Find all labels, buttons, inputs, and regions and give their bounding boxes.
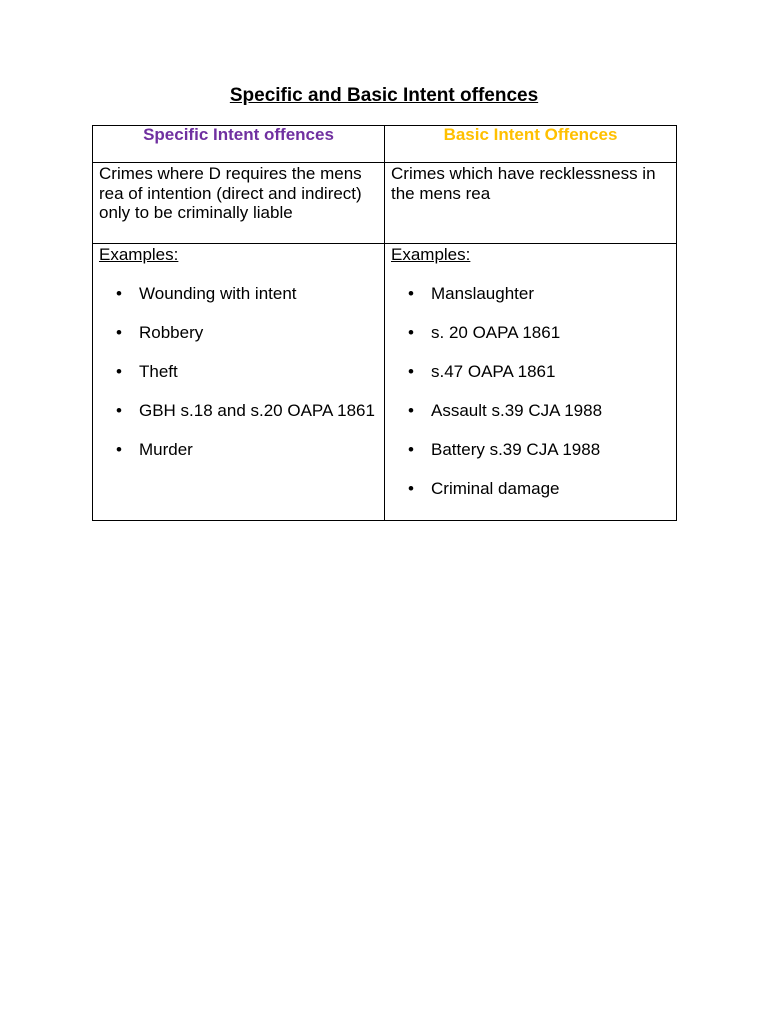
examples-label: Examples: [391,245,471,264]
list-item-text: Criminal damage [431,478,560,498]
bullet-icon: • [116,322,122,342]
table-description-row [93,163,677,244]
bullet-icon: • [408,283,414,303]
list-item-text: Theft [139,361,178,381]
bullet-icon: • [408,361,414,381]
basic-intent-description: Crimes which have recklessness in the mens rea [385,163,677,244]
offences-table [92,125,677,521]
table-header-row [93,126,677,163]
list-item [99,284,378,304]
specific-intent-examples-list [99,284,378,460]
bullet-icon: • [116,439,122,459]
bullet-icon: • [408,439,414,459]
specific-intent-heading: Specific Intent offences [143,125,334,144]
basic-intent-examples-cell [385,244,677,521]
bullet-icon: • [116,361,122,381]
table-examples-row [93,244,677,521]
bullet-icon: • [116,283,122,303]
list-item-text: Murder [139,439,193,459]
bullet-icon: • [408,400,414,420]
bullet-icon: • [408,322,414,342]
basic-intent-heading: Basic Intent Offences [443,125,618,144]
specific-intent-examples-cell [93,244,385,521]
document-title: Specific and Basic Intent offences [229,85,539,106]
list-item [99,323,378,343]
list-item [391,284,670,304]
list-item [391,479,670,499]
list-item [391,323,670,343]
list-item [391,440,670,460]
list-item-text: Wounding with intent [139,283,297,303]
list-item-text: Robbery [139,322,204,342]
basic-intent-heading-cell [385,126,677,163]
list-item [391,401,670,421]
list-item-text: s.47 OAPA 1861 [431,361,556,381]
list-item-text: s. 20 OAPA 1861 [431,322,561,342]
list-item [99,401,378,421]
basic-intent-examples-list [391,284,670,499]
specific-intent-heading-cell [93,126,385,163]
list-item [391,362,670,382]
list-item-text: Battery s.39 CJA 1988 [431,439,601,459]
bullet-icon: • [408,478,414,498]
bullet-icon: • [116,400,122,420]
list-item-text: GBH s.18 and s.20 OAPA 1861 [139,400,375,420]
list-item-text: Manslaughter [431,283,535,303]
examples-label: Examples: [99,245,179,264]
list-item [99,440,378,460]
list-item [99,362,378,382]
specific-intent-description: Crimes where D requires the mens rea of intention (direct and indirect) only to be criminally liable [93,163,385,244]
list-item-text: Assault s.39 CJA 1988 [431,400,603,420]
